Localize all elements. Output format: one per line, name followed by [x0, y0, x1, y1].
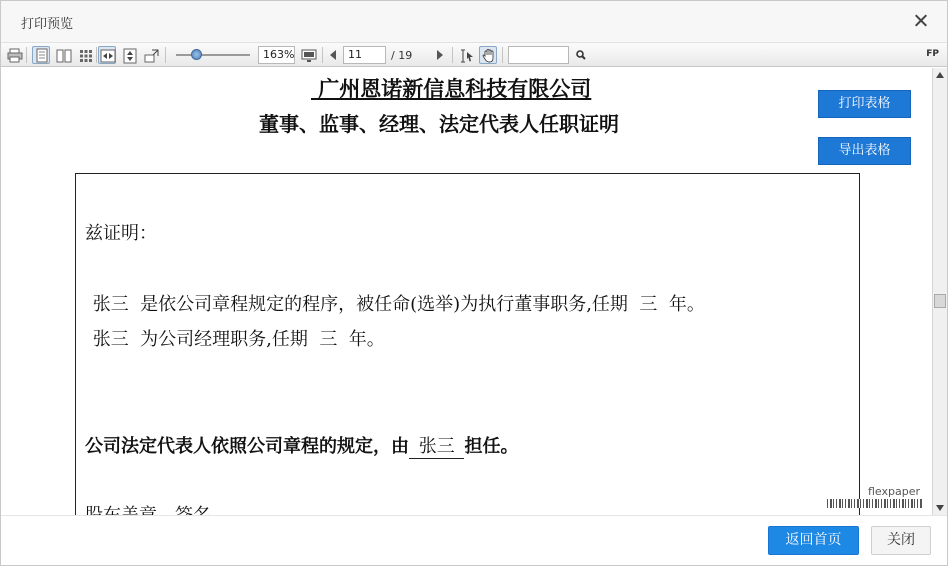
fit-height-icon[interactable]	[120, 46, 138, 64]
scroll-down-icon[interactable]	[936, 505, 944, 511]
close-button[interactable]: 关闭	[871, 526, 931, 555]
signature-line-partial	[85, 501, 211, 515]
viewer-toolbar	[1, 43, 947, 67]
close-icon[interactable]	[911, 11, 931, 31]
zoom-slider-handle[interactable]	[191, 49, 202, 60]
dialog-titlebar	[1, 1, 947, 43]
previous-page-icon[interactable]	[330, 50, 336, 60]
export-table-button[interactable]: 导出表格	[818, 137, 911, 165]
page-total: / 19	[391, 49, 413, 62]
zoom-slider-track[interactable]	[176, 54, 250, 56]
scrollbar-thumb[interactable]	[934, 294, 946, 308]
thumbnail-view-icon[interactable]	[76, 46, 94, 64]
text-select-icon[interactable]	[457, 46, 475, 64]
legal-rep-suffix: 担任。	[464, 436, 519, 457]
vertical-scrollbar[interactable]	[932, 68, 947, 515]
fullscreen-fit-icon[interactable]	[142, 46, 160, 64]
legal-representative-line	[85, 432, 518, 459]
legal-rep-name: 张三	[409, 432, 464, 459]
manager-line: 张三 为公司经理职务,任期 三 年。	[87, 329, 385, 350]
document-title: 董事、监事、经理、法定代表人任职证明	[259, 112, 619, 136]
dialog-footer	[1, 515, 947, 565]
scroll-up-icon[interactable]	[936, 72, 944, 78]
legal-rep-prefix: 公司法定代表人依照公司章程的规定，由	[85, 436, 409, 457]
two-page-view-icon[interactable]	[54, 46, 72, 64]
print-icon[interactable]	[5, 46, 23, 64]
search-input[interactable]	[508, 46, 569, 64]
single-page-view-icon[interactable]	[32, 46, 50, 64]
next-page-icon[interactable]	[437, 50, 443, 60]
flexpaper-watermark: flexpaper	[868, 485, 921, 498]
dialog-title: 打印预览	[21, 17, 74, 32]
search-icon[interactable]	[574, 46, 588, 64]
print-table-button[interactable]: 打印表格	[818, 90, 911, 118]
hand-pan-icon[interactable]	[479, 46, 497, 64]
zoom-level-field[interactable]: 163%	[258, 46, 295, 64]
back-home-button[interactable]: 返回首页	[768, 526, 859, 555]
page-number-field[interactable]: 11	[343, 46, 386, 64]
certificate-box	[75, 173, 860, 533]
flexpaper-logo[interactable]: FP	[926, 49, 939, 59]
director-line: 张三 是依公司章程规定的程序，被任命(选举)为执行董事职务,任期 三 年。	[87, 294, 705, 315]
watermark-barcode	[827, 499, 923, 508]
company-name: 广州恩诺新信息科技有限公司	[311, 76, 592, 101]
fit-width-icon[interactable]	[98, 46, 116, 64]
certify-label: 兹证明：	[85, 223, 157, 244]
fullscreen-icon[interactable]	[299, 46, 317, 64]
